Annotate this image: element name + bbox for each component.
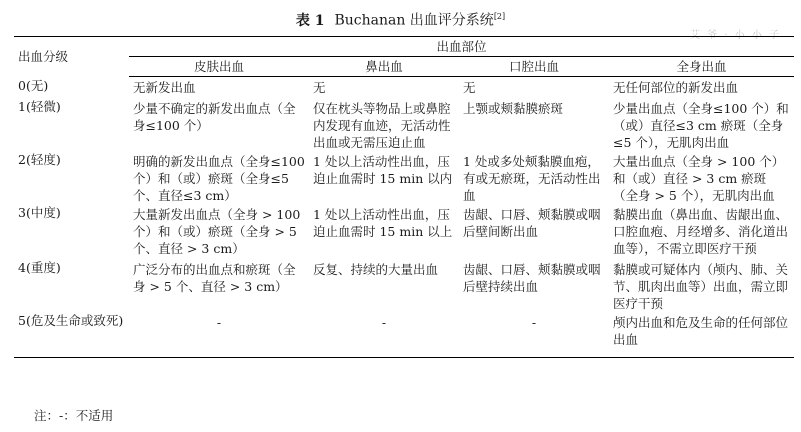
table-cell: 黏膜出血（鼻出血、齿龈出血、口腔血疱、月经增多、消化道出血等），不需立即医疗干预	[613, 206, 789, 256]
table-row	[14, 77, 794, 98]
header-nose: 鼻出血	[309, 57, 459, 77]
table-cell: 黏膜或可疑体内（颅内、肺、关节、肌肉出血等）出血，需立即医疗干预	[613, 261, 789, 311]
table-cell: 1 处或多处颊黏膜血疱，有或无瘀斑，无活动性出血	[463, 153, 601, 203]
row-level: 0(无)	[18, 77, 49, 93]
table-row	[14, 151, 794, 204]
row-level: 2(轻度)	[18, 151, 61, 167]
table-number: 表 1	[295, 12, 325, 29]
row-level: 5(危及生命或致死)	[18, 312, 124, 328]
table-cell: 上颚或颊黏膜瘀斑	[463, 100, 564, 116]
header-level: 出血分级	[18, 49, 69, 65]
table-body	[14, 77, 794, 358]
table-row	[14, 98, 794, 151]
header-systemic: 全身出血	[609, 57, 794, 77]
table-cell: 1 处以上活动性出血，压迫止血需时 15 min 以上	[313, 206, 453, 239]
table-cell: -	[216, 314, 222, 330]
header-oral: 口腔出血	[459, 57, 609, 77]
table-cell: 反复、持续的大量出血	[313, 261, 439, 277]
table-title: Buchanan 出血评分系统	[334, 12, 494, 29]
watermark: 艾 爷 · 小 小 子	[690, 30, 782, 41]
table-cell: 1 处以上活动性出血，压迫止血需时 15 min 以内	[313, 153, 453, 186]
table-cell: 大量出血点（全身 > 100 个）和（或）直径 > 3 cm 瘀斑（全身 > 5 个），无肌肉出血	[613, 153, 785, 203]
table-cell: 无任何部位的新发出血	[613, 80, 739, 95]
table-cell: 无新发出血	[133, 80, 196, 95]
reference-mark: [2]	[493, 12, 506, 21]
table-cell: 少量不确定的新发出血点（全身≤100 个）	[133, 100, 296, 133]
bleeding-score-table	[14, 36, 794, 358]
table-cell: 无	[313, 80, 326, 95]
table-caption	[0, 8, 801, 30]
table-cell: 齿龈、口唇、颊黏膜或咽后壁持续出血	[463, 261, 601, 294]
table-note: 注：-：不适用	[34, 408, 114, 423]
table-cell: 仅在枕头等物品上或鼻腔内发现有血迹，无活动性出血或无需压迫止血	[313, 100, 451, 150]
table-row	[14, 204, 794, 259]
header-group: 出血部位	[129, 37, 794, 57]
table-cell: 大量新发出血点（全身 > 100 个）和（或）瘀斑（全身 > 5 个、直径 > 3 cm）	[133, 206, 301, 256]
table-row	[14, 259, 794, 312]
header-skin: 皮肤出血	[129, 57, 309, 77]
row-level: 1(轻微)	[18, 98, 61, 114]
table-cell: -	[531, 314, 537, 330]
table-cell: 无	[463, 80, 476, 95]
table-cell: -	[381, 314, 387, 330]
table-cell: 广泛分布的出血点和瘀斑（全身 > 5 个、直径 > 3 cm）	[133, 261, 296, 294]
table-cell: 少量出血点（全身≤100 个）和（或）直径≤3 cm 瘀斑（全身≤5 个），无肌肉出血	[613, 100, 789, 150]
table-cell: 齿龈、口唇、颊黏膜或咽后壁间断出血	[463, 206, 601, 239]
table-cell: 明确的新发出血点（全身≤100 个）和（或）瘀斑（全身≤5 个、直径≤3 cm）	[133, 153, 305, 203]
table-cell: 颅内出血和危及生命的任何部位出血	[613, 314, 789, 347]
row-level: 4(重度)	[18, 259, 61, 275]
row-level: 3(中度)	[18, 204, 61, 220]
table-row	[14, 312, 794, 358]
